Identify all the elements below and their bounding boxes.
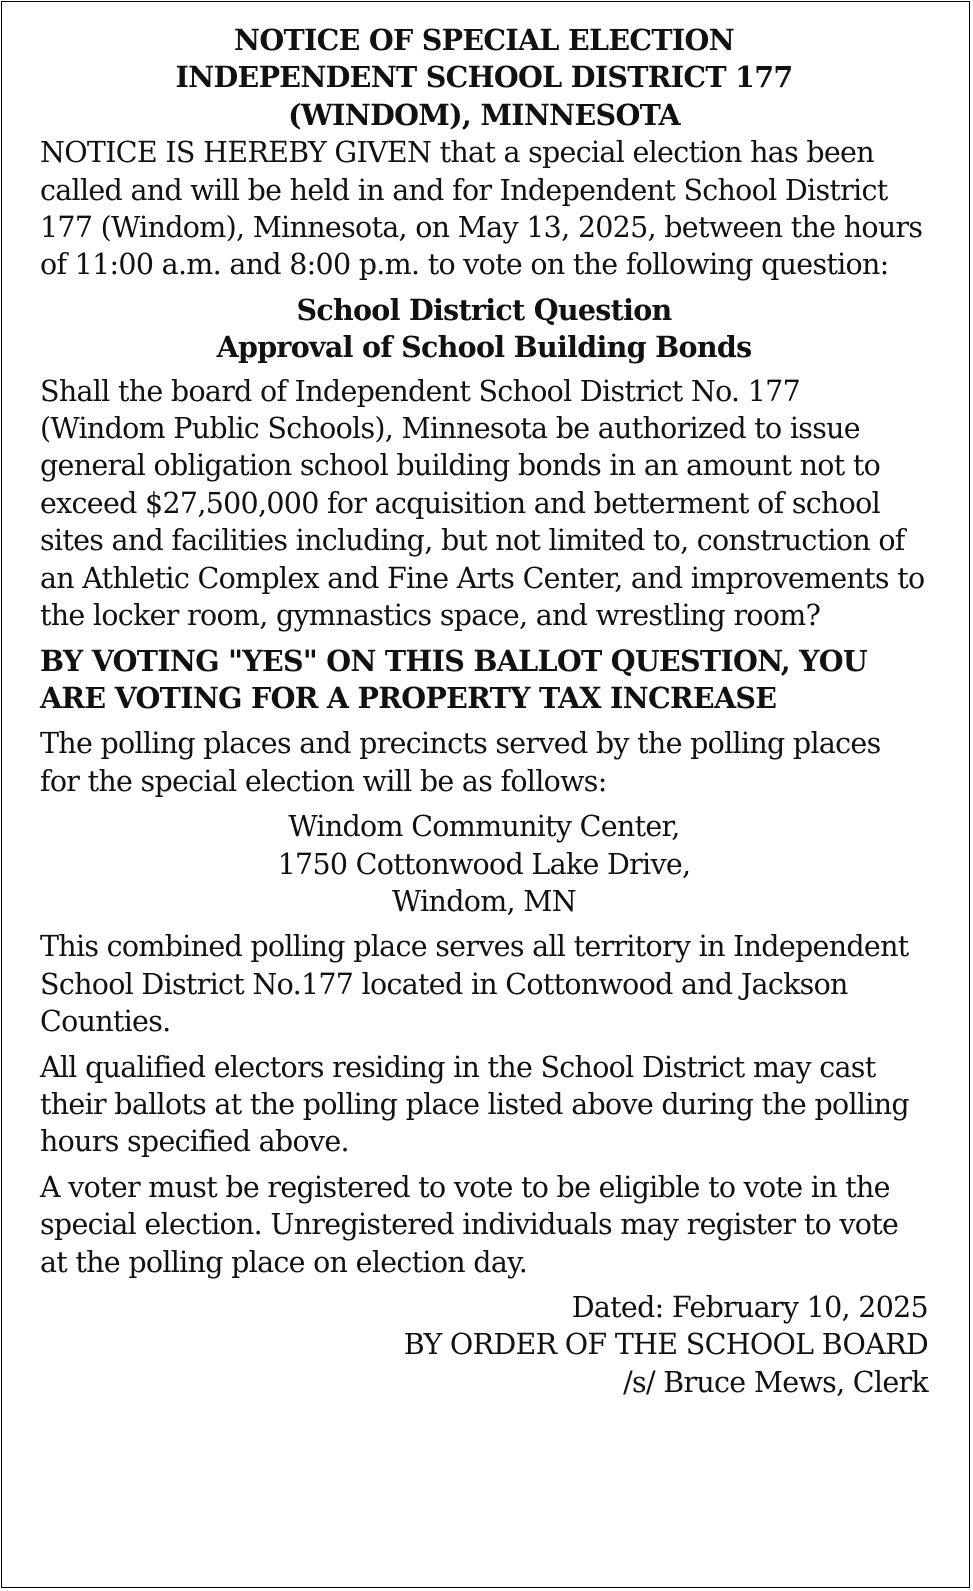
dated-line: Dated: February 10, 2025 xyxy=(571,1291,928,1324)
question-heading-1: School District Question xyxy=(296,292,672,327)
polling-place-street: 1750 Cottonwood Lake Drive, xyxy=(277,847,691,881)
order-line: BY ORDER OF THE SCHOOL BOARD xyxy=(403,1328,928,1362)
intro-paragraph: NOTICE IS HEREBY GIVEN that a special election has been called and will be held in and for Independent School District 177 (Windom), Minnesota, on May 13, 2025, between the hours of 11:00 a.m. and 8:00 p.m. to vote on the following question: xyxy=(40,136,923,282)
signature-block xyxy=(40,1289,928,1401)
polling-place-address xyxy=(40,808,928,920)
polling-place-city: Windom, MN xyxy=(392,884,576,918)
clerk-line: /s/ Bruce Mews, Clerk xyxy=(623,1365,928,1399)
tax-increase-warning: BY VOTING "YES" ON THIS BALLOT QUESTION, YOU ARE VOTING FOR A PROPERTY TAX INCREASE xyxy=(40,643,868,715)
title-line-1: NOTICE OF SPECIAL ELECTION xyxy=(234,23,734,57)
ballot-question-text: Shall the board of Independent School District No. 177 (Windom Public Schools), Minnesota be authorized to issue general obligation school building bonds in an amount not to exceed $27,500,000 for acquisition and betterment of school sites and facilities including, but not limited to, construction of an Athletic Complex and Fine Arts Center, and improvements to the locker room, gymnastics space, and wrestling room? xyxy=(40,374,925,633)
title-line-2: INDEPENDENT SCHOOL DISTRICT 177 xyxy=(175,60,793,95)
election-notice xyxy=(40,22,928,1401)
electors-paragraph: All qualified electors residing in the School District may cast their ballots at the polling place listed above during the polling hours specified above. xyxy=(40,1050,909,1159)
question-heading-2: Approval of School Building Bonds xyxy=(216,330,752,365)
territory-paragraph: This combined polling place serves all territory in Independent School District No.177 located in Cottonwood and Jackson Counties. xyxy=(40,930,909,1039)
polling-place-name: Windom Community Center, xyxy=(288,810,680,844)
registration-paragraph: A voter must be registered to vote to be eligible to vote in the special election. Unregistered individuals may register to vote at the polling place on election day. xyxy=(40,1170,899,1279)
question-heading xyxy=(40,292,928,367)
polling-intro: The polling places and precincts served by the polling places for the special election will be as follows: xyxy=(40,727,881,798)
notice-title xyxy=(40,22,928,134)
title-line-3: (WINDOM), MINNESOTA xyxy=(288,97,680,132)
